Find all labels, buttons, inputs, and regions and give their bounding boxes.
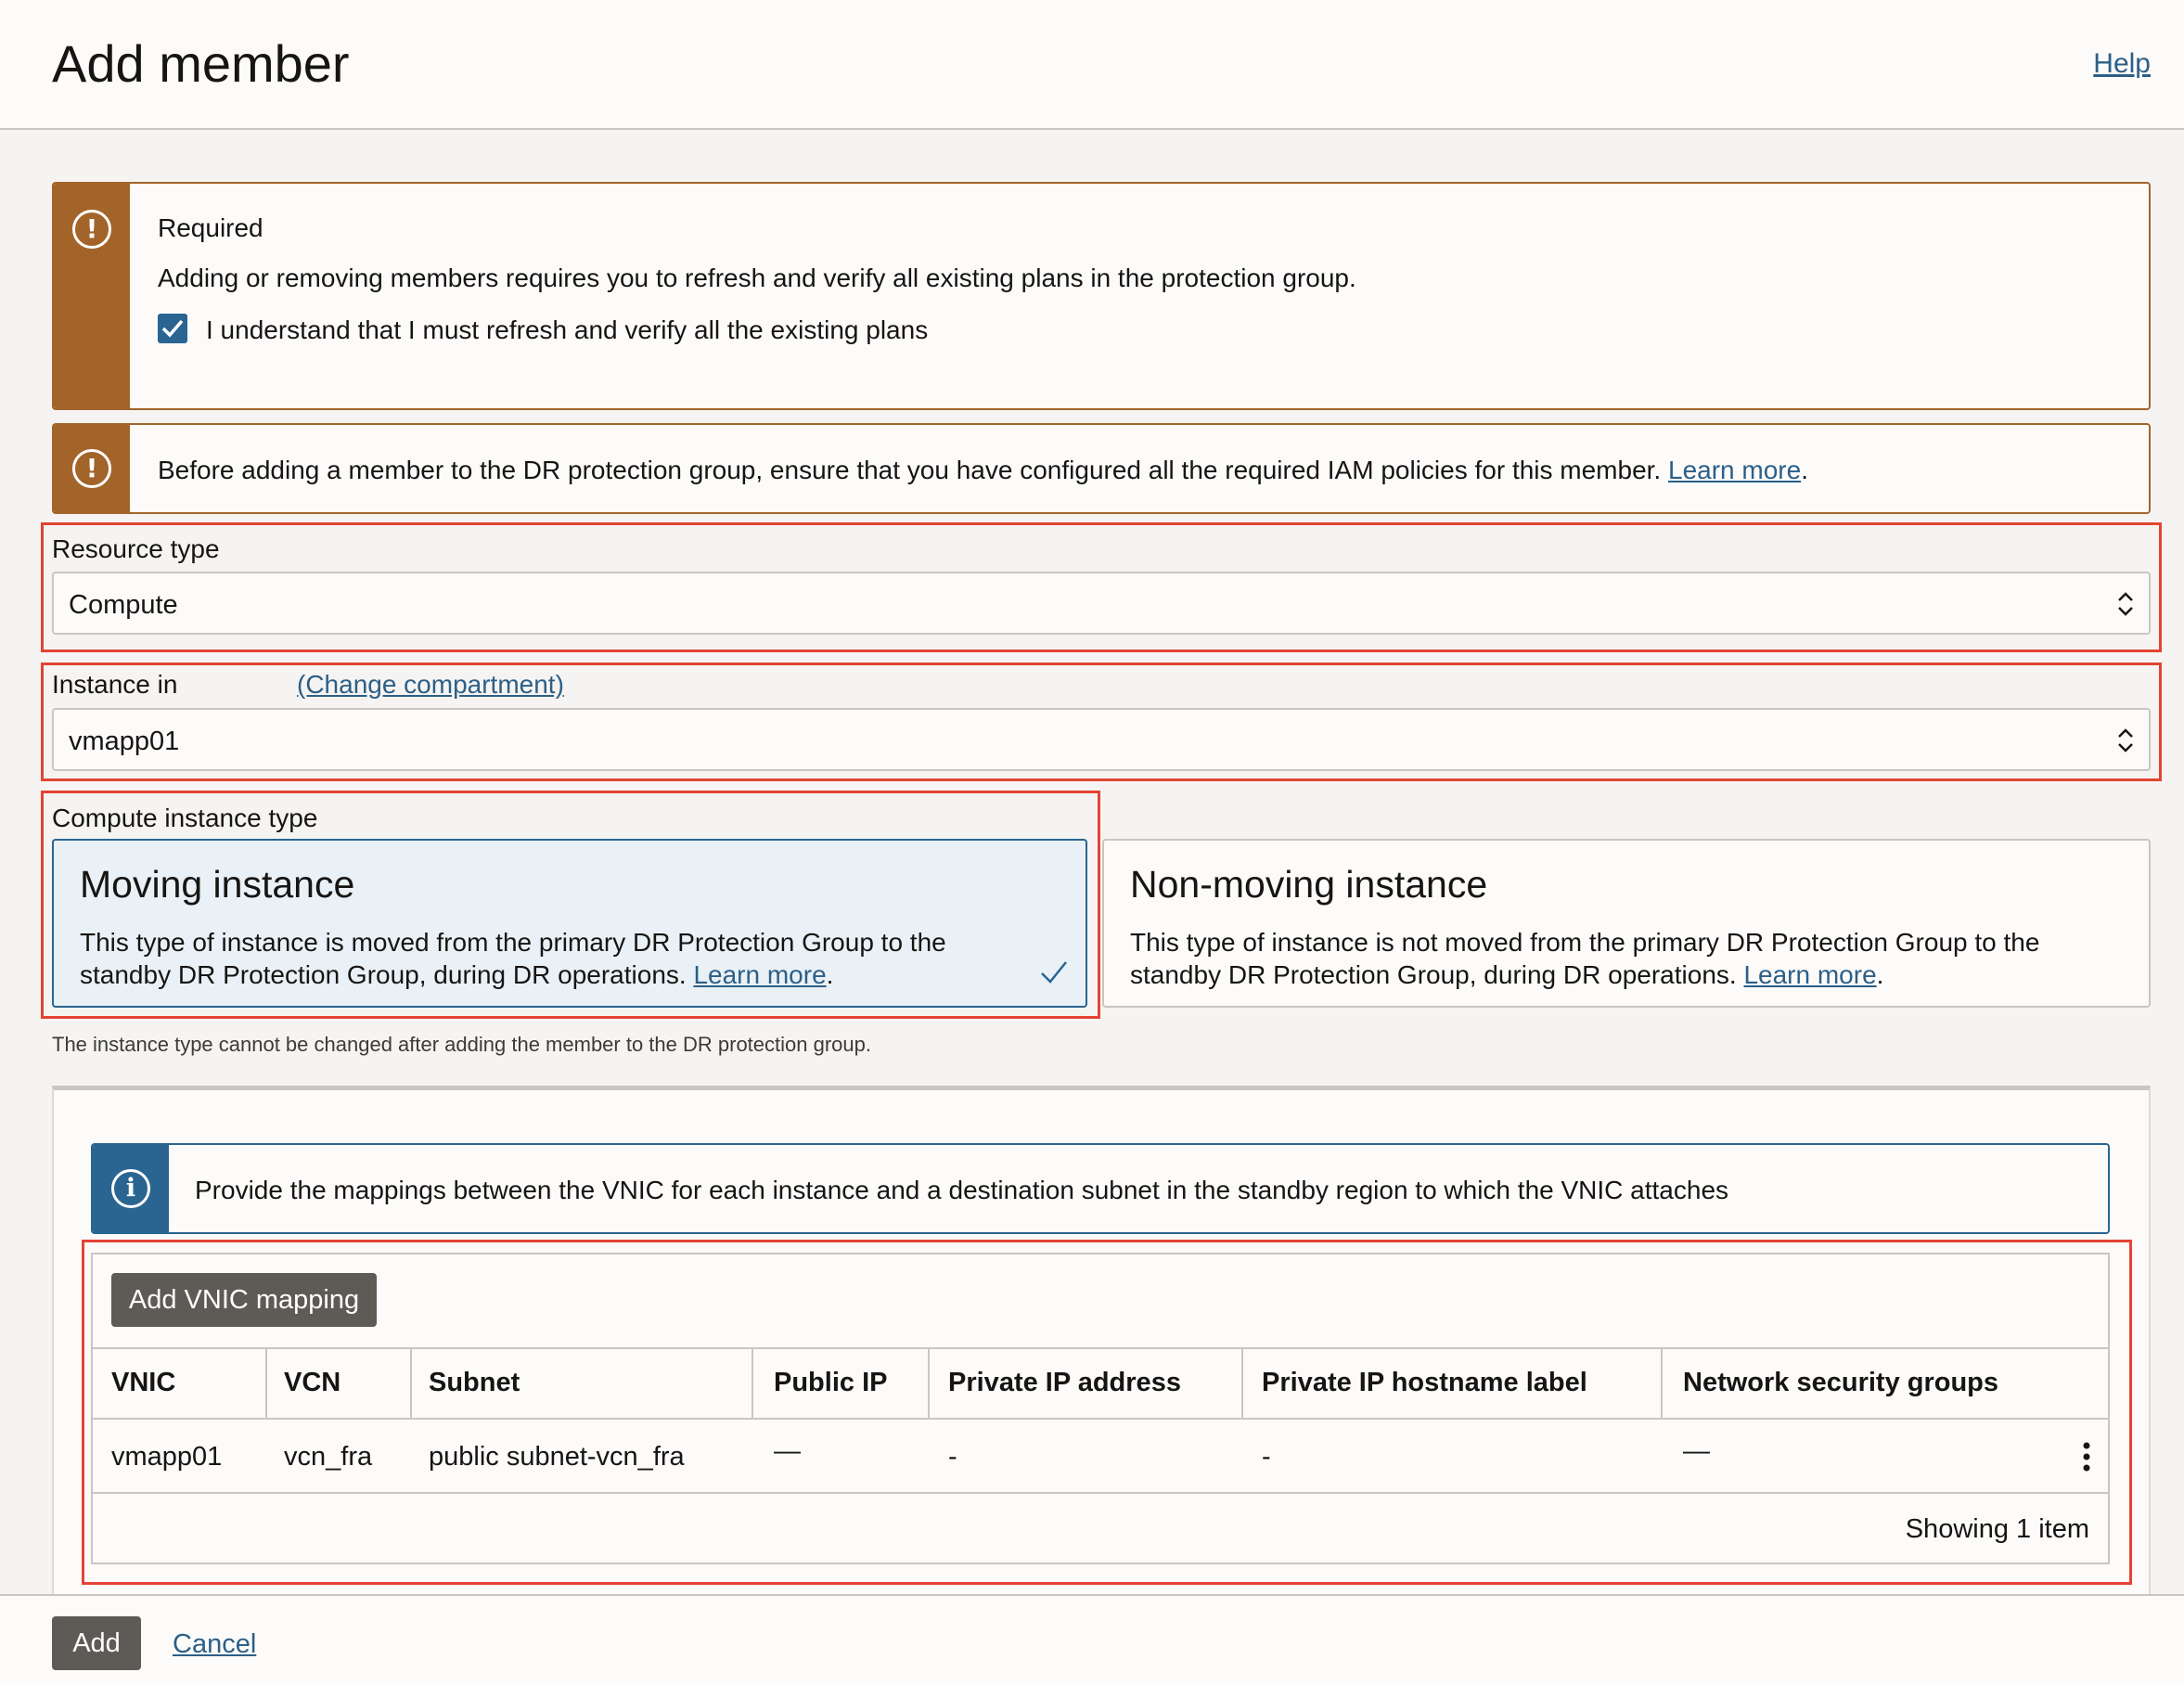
- moving-instance-desc: This type of instance is moved from the primary DR Protection Group to the standby DR Protection Group, during DR operations. Learn more.: [80, 928, 946, 989]
- iam-learn-more-link[interactable]: Learn more: [1668, 456, 1802, 484]
- exclamation-circle-icon: !: [72, 449, 111, 488]
- non-moving-instance-desc: This type of instance is not moved from the primary DR Protection Group to the standby DR Protection Group, during DR operations. Learn more.: [1130, 928, 2040, 989]
- cell-vcn: vcn_fra: [284, 1442, 373, 1472]
- add-button[interactable]: Add: [52, 1616, 141, 1670]
- sort-chevron-icon: [2115, 588, 2136, 620]
- required-alert: [52, 182, 2151, 410]
- info-circle-icon: i: [111, 1169, 150, 1208]
- instance-type-note: The instance type cannot be changed after adding the member to the DR protection group.: [52, 1033, 871, 1056]
- understand-checkbox[interactable]: [158, 314, 187, 343]
- resource-type-value: Compute: [69, 590, 178, 620]
- exclamation-circle-icon: !: [72, 210, 111, 249]
- moving-learn-more-link[interactable]: Learn more: [693, 960, 827, 989]
- required-alert-title: Required: [158, 213, 263, 242]
- column-header-vcn[interactable]: VCN: [284, 1368, 341, 1397]
- change-compartment-link[interactable]: (Change compartment): [297, 670, 564, 699]
- selected-check-icon: [1039, 959, 1069, 985]
- moving-instance-card[interactable]: [52, 839, 1087, 1008]
- iam-alert-message: Before adding a member to the DR protection group, ensure that you have configured all the required IAM policies for this member. Learn more.: [158, 456, 1808, 484]
- vnic-info-alert: [91, 1143, 2110, 1234]
- column-header-nsg[interactable]: Network security groups: [1683, 1368, 1999, 1397]
- required-alert-message: Adding or removing members requires you to refresh and verify all existing plans in the protection group.: [158, 264, 1356, 292]
- sort-chevron-icon: [2115, 725, 2136, 756]
- row-actions-kebab-icon[interactable]: [2082, 1441, 2091, 1473]
- instance-label: Instance in: [52, 670, 178, 699]
- cell-private-ip: -: [948, 1442, 957, 1472]
- page-header: [0, 0, 2184, 130]
- resource-type-label: Resource type: [52, 534, 220, 563]
- column-header-vnic[interactable]: VNIC: [111, 1368, 176, 1397]
- non-moving-learn-more-link[interactable]: Learn more: [1743, 960, 1877, 989]
- cell-nsg: —: [1683, 1436, 1710, 1466]
- iam-alert: [52, 423, 2151, 514]
- column-header-private-ip[interactable]: Private IP address: [948, 1368, 1181, 1397]
- cell-public-ip: —: [774, 1436, 801, 1466]
- add-vnic-mapping-button[interactable]: Add VNIC mapping: [111, 1273, 377, 1327]
- cell-vnic: vmapp01: [111, 1442, 223, 1472]
- checkmark-icon: [161, 318, 184, 339]
- vnic-table: [91, 1253, 2110, 1564]
- cancel-link[interactable]: Cancel: [173, 1629, 257, 1659]
- page-footer: [0, 1594, 2184, 1685]
- understand-checkbox-label[interactable]: I understand that I must refresh and verify all the existing plans: [206, 315, 929, 344]
- non-moving-instance-card[interactable]: [1102, 839, 2151, 1008]
- non-moving-instance-title: Non-moving instance: [1130, 863, 1488, 906]
- cell-hostname-label: -: [1262, 1442, 1271, 1472]
- page-title: Add member: [52, 34, 350, 93]
- table-item-count: Showing 1 item: [1905, 1514, 2089, 1544]
- instance-select[interactable]: [52, 708, 2151, 771]
- resource-type-select[interactable]: [52, 572, 2151, 635]
- help-link[interactable]: Help: [2093, 48, 2151, 79]
- column-header-subnet[interactable]: Subnet: [429, 1368, 520, 1397]
- moving-instance-title: Moving instance: [80, 863, 355, 906]
- column-header-public-ip[interactable]: Public IP: [774, 1368, 888, 1397]
- instance-value: vmapp01: [69, 727, 180, 756]
- compute-type-label: Compute instance type: [52, 804, 318, 832]
- cell-subnet: public subnet-vcn_fra: [429, 1442, 685, 1472]
- vnic-info-message: Provide the mappings between the VNIC for each instance and a destination subnet in the standby region to which the VNIC attaches: [195, 1176, 1729, 1204]
- column-header-hostname-label[interactable]: Private IP hostname label: [1262, 1368, 1587, 1397]
